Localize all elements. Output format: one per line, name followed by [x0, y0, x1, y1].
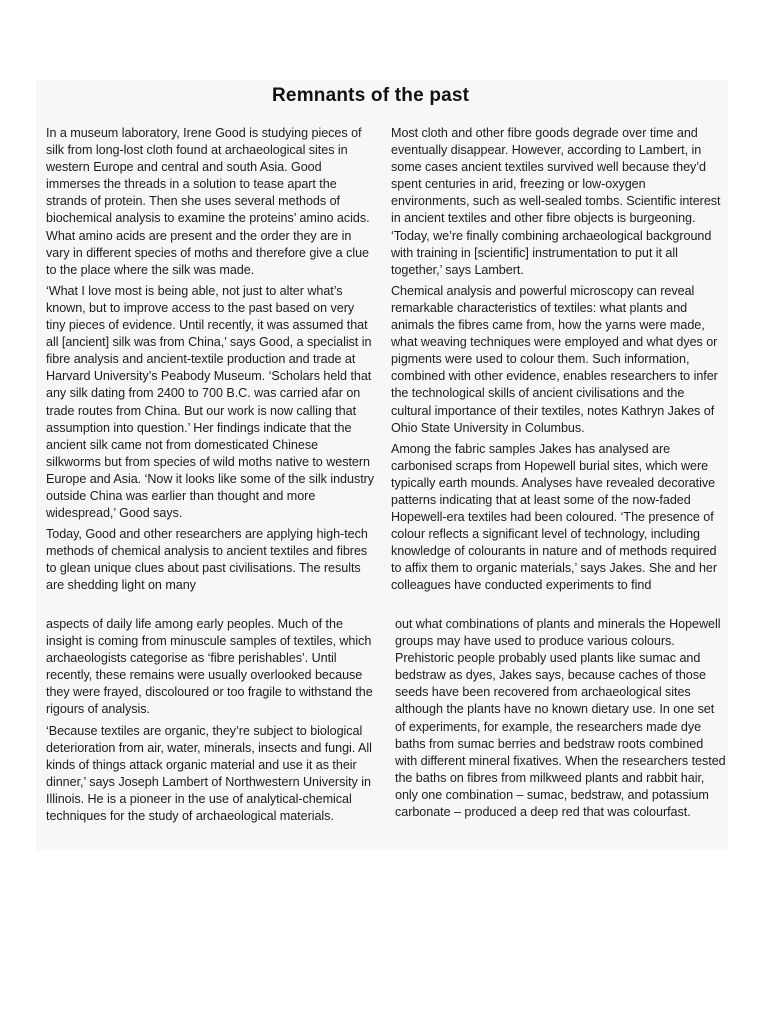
article-title: Remnants of the past: [272, 85, 470, 106]
paragraph: Today, Good and other researchers are applying high-tech methods of chemical analysis to ancient textiles and fibres to glean unique clues about past civilisations. The results are shedding light on many: [46, 527, 368, 593]
paragraph: ‘What I love most is being able, not just to alter what’s known, but to improve access to the past based on very tiny pieces of evidence. Until recently, it was assumed that all [ancient] silk was from China,’ says Good, a specialist in fibre analysis and ancient-textile production and trade at Harvard University’s Peabody Museum. ‘Scholars held that any silk dating from 2400 to 700 B.C. was carried afar on trade routes from China. But our work is now calling that assumption into question.’ Her findings indicate that the ancient silk came not from domesticated Chinese silkworms but from species of wild moths native to western Europe and Asia. ‘Now it looks like some of the silk industry outside China was earlier than thought and more widespread,’ Good says.: [46, 283, 375, 521]
paragraph: ‘Because textiles are organic, they’re subject to biological deterioration from air, water, minerals, insects and fungi. All kinds of things attack organic material and use it as their dinner,’ says Joseph Lambert of Northwestern University in Illinois. He is a pioneer in the use of analytical-chemical techniques for the study of archaeological materials.: [46, 723, 372, 824]
paragraph: Among the fabric samples Jakes has analysed are carbonised scraps from Hopewell burial sites, which were typically earth mounds. Analyses have revealed decorative patterns indicating that at least some of the now-faded Hopewell-era textiles had been coloured. ‘The presence of colour reflects a significant level of technology, including knowledge of colourants in nature and of methods required to affix them to organic materials,’ says Jakes. She and her colleagues have conducted experiments to find: [391, 441, 717, 593]
column-4: [395, 616, 728, 825]
paragraph: aspects of daily life among early peoples. Much of the insight is coming from minuscule samples of textiles, which archaeologists categorise as ‘fibre perishables’. Until recently, these remains were usually overlooked because they were frayed, discoloured or too fragile to withstand the rigours of analysis.: [46, 617, 373, 717]
column-2: [391, 125, 724, 599]
paragraph: In a museum laboratory, Irene Good is studying pieces of silk from long-lost cloth found at archaeological sites in western Europe and central and south Asia. Good immerses the threads in a solution to tease apart the strands of protein. Then she uses several methods of biochemical analysis to examine the proteins’ amino acids. What amino acids are present and the order they are in vary in different species of moths and therefore give a clue to the place where the silk was made.: [46, 126, 370, 277]
paragraph: Chemical analysis and powerful microscopy can reveal remarkable characteristics of textiles: what plants and animals the fibres came from, how the yarns were made, what weaving techniques were employed and what dyes or pigments were used to colour them. Such information, combined with other evidence, enables researchers to infer the technological skills of ancient civilisations and the cultural importance of their textiles, notes Kathryn Jakes of Ohio State University in Columbus.: [391, 283, 718, 435]
paragraph: out what combinations of plants and minerals the Hopewell groups may have used to produce various colours. Prehistoric people probably used plants like sumac and bedstraw as dyes, Jakes says, because caches of those seeds have been recovered from archaeological sites although the plants have no known dietary use. In one set of experiments, for example, the researchers made dye baths from sumac berries and bedstraw roots combined with different mineral fixatives. When the researchers tested the baths on fibres from milkweed plants and rabbit hair, only one combination – sumac, bedstraw, and potassium carbonate – produced a deep red that was colourfast.: [395, 617, 726, 820]
paragraph: Most cloth and other fibre goods degrade over time and eventually disappear. However, according to Lambert, in some cases ancient textiles survived well because they’d spent centuries in arid, freezing or low-oxygen environments, such as well-sealed tombs. Scientific interest in ancient textiles and other fibre objects is burgeoning. ‘Today, we’re finally combining archaeological background with training in [scientific] instrumentation to put it all together,’ says Lambert.: [391, 126, 721, 277]
column-1: [46, 125, 376, 599]
column-3: [46, 616, 376, 829]
